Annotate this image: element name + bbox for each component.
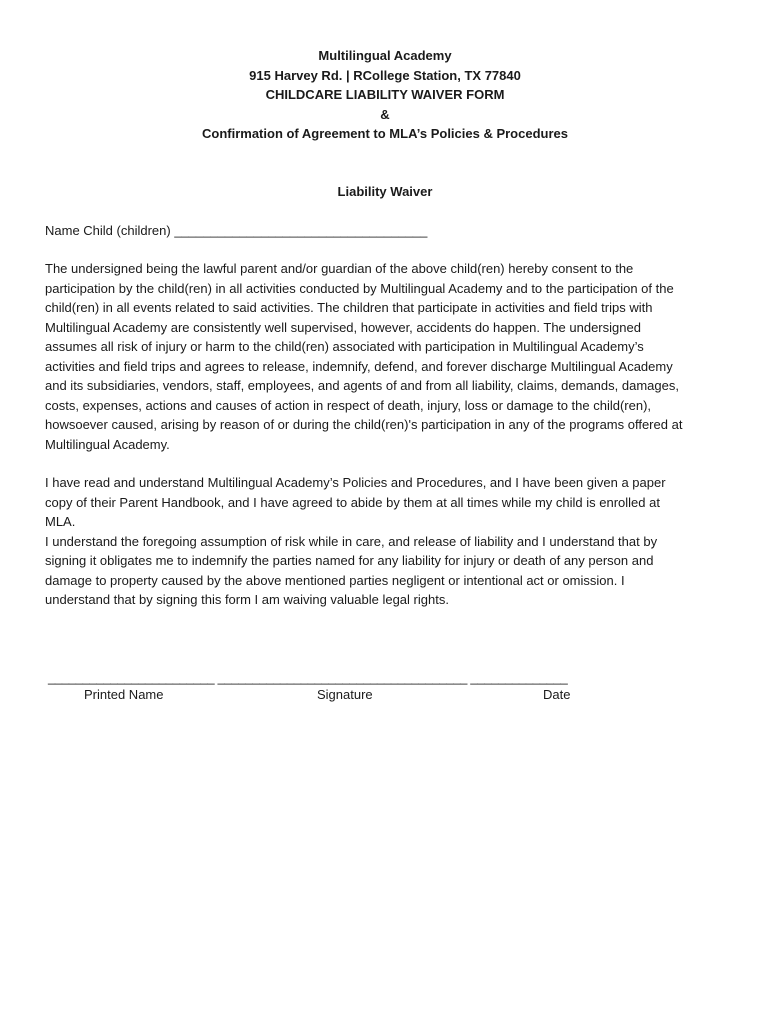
agreement-paragraph (45, 473, 735, 610)
paragraph-line: and its subsidiaries, vendors, staff, employees, and agents of and from all liability, claims, demands, damages, (45, 378, 679, 393)
paragraph-line: costs, expenses, actions and causes of action in respect of death, injury, loss or damage to the child(ren), (45, 397, 652, 413)
paragraph-line: MLA. (45, 514, 76, 529)
paragraph-line: copy of their Parent Handbook, and I have agreed to abide by them at all times while my child is enrolled at (45, 494, 660, 510)
section-title: Liability Waiver (337, 184, 433, 199)
paragraph-line: activities and field trips and agrees to release, indemnify, defend, and forever discharge Multilingual Academy (45, 358, 673, 374)
form-title: CHILDCARE LIABILITY WAIVER FORM (265, 87, 505, 102)
name-child-blank[interactable]: ___________________________________ (174, 223, 428, 238)
name-child-label: Name Child (children) (45, 223, 171, 238)
paragraph-line: howsoever caused, arising by reason of or during the child(ren)'s participation in any of the programs offered at (45, 417, 683, 432)
form-subtitle: Confirmation of Agreement to MLA’s Policies & Procedures (202, 126, 568, 141)
paragraph-line: assumes all risk of injury or harm to the child(ren) associated with participation in Multilingual Academy’s (45, 339, 644, 354)
paragraph-line: I have read and understand Multilingual Academy’s Policies and Procedures, and I have been given a paper (45, 475, 666, 490)
date-label: Date (543, 687, 571, 702)
paragraph-line: damage to property caused by the above mentioned parties negligent or intentional act or omission. I (45, 572, 625, 588)
org-address: 915 Harvey Rd. | RCollege Station, TX 77840 (249, 67, 521, 83)
liability-paragraph (45, 259, 735, 454)
paragraph-line: understand that by signing this form I am waiving valuable legal rights. (45, 592, 449, 607)
name-child-field (45, 221, 427, 240)
printed-name-label: Printed Name (84, 687, 164, 702)
paragraph-line: child(ren) in all events related to said activities. The children that participate in activities and field trips with (45, 300, 653, 315)
signature-label: Signature (317, 687, 373, 702)
paragraph-line: signing it obligates me to indemnify the parties named for any liability for injury or death of any person and (45, 553, 654, 568)
ampersand: & (380, 106, 390, 122)
paragraph-line: The undersigned being the lawful parent and/or guardian of the above child(ren) hereby consent to the (45, 261, 634, 276)
org-name: Multilingual Academy (318, 48, 452, 63)
paragraph-line: participation by the child(ren) in all activities conducted by Multilingual Academy and to the participation of the (45, 280, 674, 296)
document-header (0, 46, 770, 144)
signature-lines[interactable]: ________________________ ____________________________________ ______________ (48, 670, 568, 685)
paragraph-line: Multilingual Academy are consistently well supervised, however, accidents do happen. The undersigned (45, 319, 641, 335)
paragraph-line: I understand the foregoing assumption of risk while in care, and release of liability and I understand that by (45, 533, 658, 549)
paragraph-line: Multilingual Academy. (45, 436, 170, 452)
